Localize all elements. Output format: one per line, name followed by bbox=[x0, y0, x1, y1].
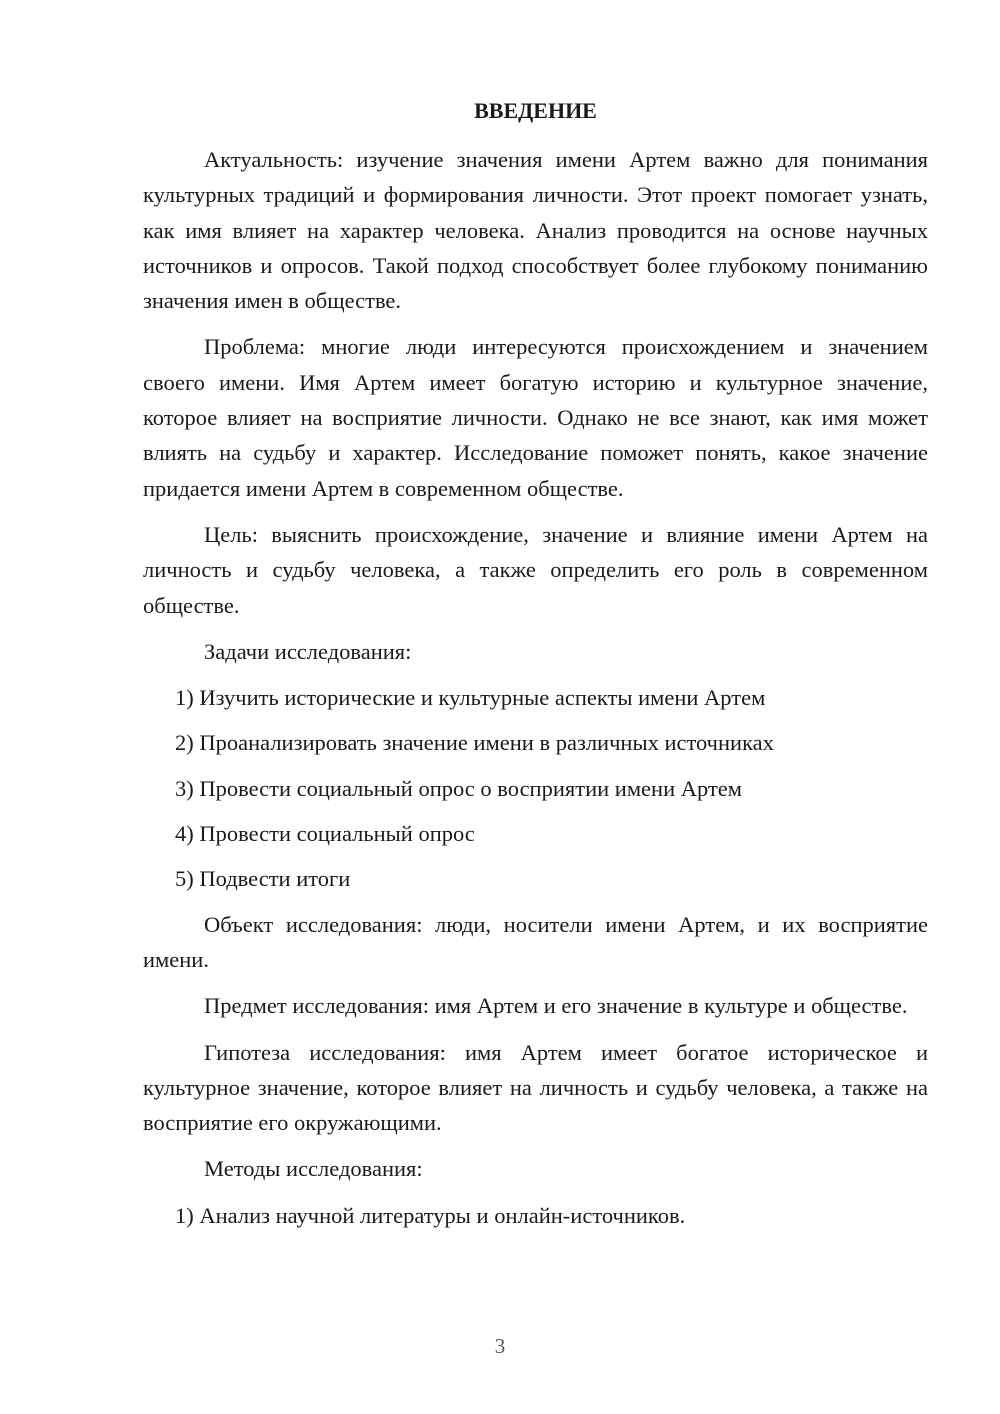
methods-heading: Методы исследования: bbox=[204, 1156, 423, 1182]
paragraph-hypothesis: Гипотеза исследования: имя Артем имеет богатое историческое и культурное значение, которое влияет на личность и судьбу человека, а также на восприятие его окружающими. bbox=[143, 1039, 928, 1136]
paragraph-problem: Проблема: многие люди интересуются происхождением и значением своего имени. Имя Артем имеет богатую историю и культурное значение, которое влияет на восприятие личности. Однако не все знают, как имя может влиять на судьбу и характер. Исследование поможет понять, какое значение придается имени Артем в современном обществе. bbox=[143, 334, 928, 501]
paragraph-object: Объект исследования: люди, носители имени Артем, и их восприятие имени. bbox=[143, 911, 928, 972]
page-number: 3 bbox=[494, 1334, 506, 1358]
tasks-list bbox=[143, 680, 928, 896]
methods-list bbox=[143, 1198, 928, 1233]
list-item: 4) Провести социальный опрос bbox=[175, 821, 475, 847]
list-item: 2) Проанализировать значение имени в различных источниках bbox=[175, 730, 774, 756]
paragraph-relevance: Актуальность: изучение значения имени Артем важно для понимания культурных традиций и формирования личности. Этот проект помогает узнать, как имя влияет на характер человека. Анализ проводится на основе научных источников и опросов. Такой подход способствует более глубокому пониманию значения имен в обществе. bbox=[143, 147, 928, 314]
page-title: ВВЕДЕНИЕ bbox=[474, 98, 597, 123]
list-item: 1) Анализ научной литературы и онлайн-источников. bbox=[175, 1202, 686, 1228]
list-item: 3) Провести социальный опрос о восприятии имени Артем bbox=[175, 775, 743, 801]
list-item: 1) Изучить исторические и культурные аспекты имени Артем bbox=[175, 685, 766, 711]
paragraph-goal: Цель: выяснить происхождение, значение и влияние имени Артем на личность и судьбу человека, а также определить его роль в современном обществе. bbox=[143, 521, 928, 618]
document-body bbox=[143, 142, 928, 1243]
list-item: 5) Подвести итоги bbox=[175, 866, 351, 892]
tasks-heading: Задачи исследования: bbox=[204, 638, 412, 664]
paragraph-subject: Предмет исследования: имя Артем и его значение в культуре и обществе. bbox=[204, 993, 908, 1019]
